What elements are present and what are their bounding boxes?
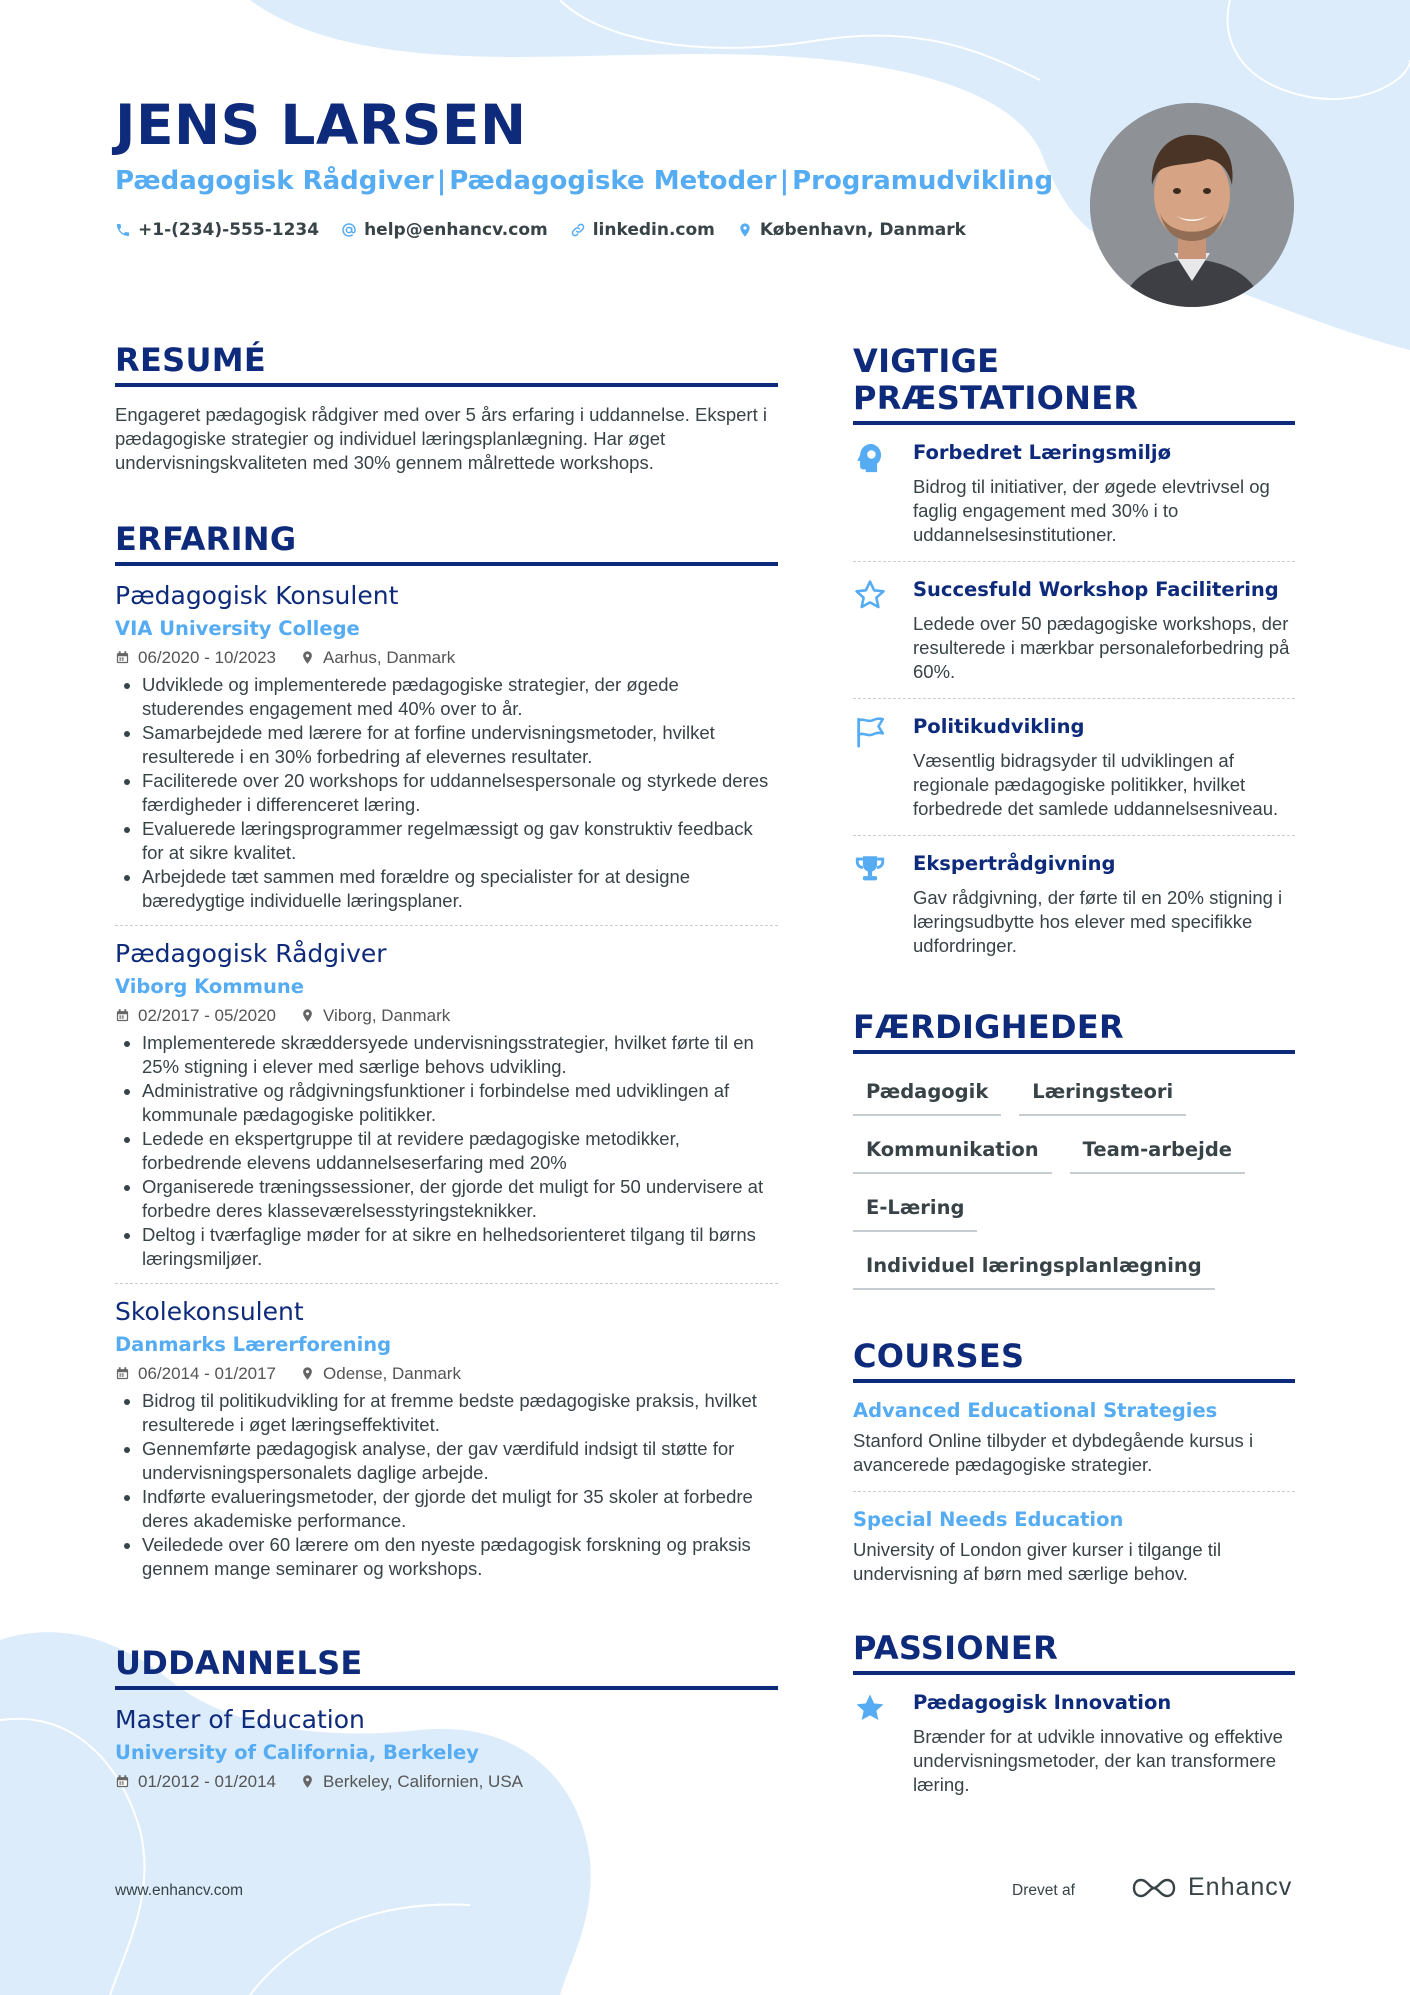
flag-icon [853, 715, 887, 749]
skill-tag: Team-arbejde [1070, 1130, 1245, 1174]
phone-icon [115, 222, 131, 238]
job-bullet: • Veiledede over 60 lærere om den nyeste pædagogisk forskning og praksis gennem mange seminarer og workshops. [142, 1533, 778, 1581]
education-meta [115, 1771, 778, 1793]
school-name: University of California, Berkeley [115, 1740, 479, 1764]
job-bullet: • Deltog i tværfaglige møder for at sikre en helhedsorienteret tilgang til børns læringsmiljøer. [142, 1223, 778, 1271]
enhancv-logo-icon [1130, 1875, 1178, 1901]
education-heading: UDDANNELSE [115, 1645, 778, 1690]
job-bullet: • Gennemførte pædagogisk analyse, der gav værdifuld indsigt til støtte for undervisningspersonalets daglige arbejde. [142, 1437, 778, 1485]
job-location: Aarhus, Danmark [323, 647, 456, 667]
profile-photo [1090, 103, 1294, 307]
skill-tag: Pædagogik [853, 1072, 1001, 1116]
job-dates: 06/2014 - 01/2017 [138, 1363, 277, 1383]
degree-title: Master of Education [115, 1704, 365, 1734]
job-bullets [115, 1031, 778, 1271]
star-filled-icon [853, 1691, 887, 1725]
job-bullet: • Implementerede skræddersyede undervisningsstrategier, hvilket førte til en 25% stigning i elever med særlige behovs udvikling. [142, 1031, 778, 1079]
job-meta [115, 1363, 778, 1385]
calendar-icon [115, 1366, 130, 1381]
linkedin-text: linkedin.com [592, 220, 715, 240]
job-bullet: • Organiserede træningssessioner, der gjorde det muligt for 50 undervisere at forbedre deres klasseværelsesstyringsteknikker. [142, 1175, 778, 1223]
passion-item [853, 1675, 1295, 1811]
course-title: Special Needs Education [853, 1507, 1124, 1531]
achievements-section [853, 343, 1295, 972]
job-entry [115, 1283, 778, 1581]
skill-tag: Kommunikation [853, 1130, 1052, 1174]
achievement-desc: Ledede over 50 pædagogiske workshops, der resulterede i mærkbar personaleforbedring på 60%. [913, 612, 1290, 682]
achievements-heading: VIGTIGE PRÆSTATIONER [853, 343, 1295, 425]
achievement-item [853, 562, 1295, 699]
candidate-name: JENS LARSEN [115, 93, 527, 157]
course-title: Advanced Educational Strategies [853, 1398, 1218, 1422]
portrait-illustration [1090, 103, 1294, 307]
summary-text: Engageret pædagogisk rådgiver med over 5 års erfaring i uddannelse. Ekspert i pædagogiske strategier og individuel læringsplanlægning. Har øget undervisningskvaliteten med 30% gennem målrettede workshops. [115, 403, 767, 473]
job-title: Pædagogisk Konsulent [115, 580, 399, 610]
achievement-desc: Bidrog til initiativer, der øgede elevtrivsel og faglig engagement med 30% i to uddannelsesinstitutioner. [913, 475, 1270, 545]
headline: Pædagogisk Rådgiver | Pædagogiske Metoder | Programudvikling [115, 166, 1054, 196]
job-company: VIA University College [115, 616, 360, 640]
courses-section [853, 1338, 1295, 1600]
location-text: København, Danmark [759, 220, 966, 240]
enhancv-logo[interactable] [1130, 1873, 1292, 1902]
location-pin-icon [300, 650, 315, 665]
passion-title: Pædagogisk Innovation [913, 1690, 1172, 1714]
experience-section [115, 521, 778, 1581]
contact-location [737, 220, 966, 240]
job-entry [115, 580, 778, 913]
location-pin-icon [300, 1366, 315, 1381]
passions-section [853, 1630, 1295, 1811]
experience-heading: ERFARING [115, 521, 778, 566]
link-icon [570, 222, 586, 238]
summary-heading: RESUMÉ [115, 342, 778, 387]
job-dates: 02/2017 - 05/2020 [138, 1005, 277, 1025]
headline-role: Pædagogisk Rådgiver [115, 166, 434, 196]
job-location: Odense, Danmark [323, 1363, 461, 1383]
calendar-icon [115, 1774, 130, 1789]
achievement-title: Politikudvikling [913, 714, 1085, 738]
job-company: Danmarks Lærerforening [115, 1332, 392, 1356]
skill-tag: E-Læring [853, 1188, 977, 1232]
courses-heading: COURSES [853, 1338, 1295, 1383]
job-bullet: • Udviklede og implementerede pædagogiske strategier, der øgede studerendes engagement med 40% over to år. [142, 673, 778, 721]
course-desc: Stanford Online tilbyder et dybdegående kursus i avancerede pædagogiske strategier. [853, 1429, 1254, 1475]
achievement-title: Ekspertrådgivning [913, 851, 1116, 875]
phone-text: +1-(234)-555-1234 [138, 220, 320, 240]
job-dates: 06/2020 - 10/2023 [138, 647, 277, 667]
headline-methods: Pædagogiske Metoder [449, 166, 777, 196]
education-section [115, 1645, 778, 1793]
calendar-icon [115, 650, 130, 665]
achievement-item [853, 836, 1295, 972]
job-meta [115, 647, 778, 669]
star-outline-icon [853, 578, 887, 612]
achievement-title: Forbedret Læringsmiljø [913, 440, 1172, 464]
course-item [853, 1492, 1295, 1600]
email-text: help@enhancv.com [364, 220, 548, 240]
calendar-icon [115, 1008, 130, 1023]
contact-linkedin[interactable] [570, 220, 715, 240]
education-location: Berkeley, Californien, USA [323, 1771, 524, 1791]
location-pin-icon [737, 222, 753, 238]
summary-section [115, 342, 778, 475]
job-meta [115, 1005, 778, 1027]
achievement-item [853, 699, 1295, 836]
achievement-desc: Væsentlig bidragsyder til udviklingen af regionale pædagogiske politikker, hvilket forbedrede det samlede uddannelsesniveau. [913, 749, 1279, 819]
job-bullet: • Evaluerede læringsprogrammer regelmæssigt og gav konstruktiv feedback for at sikre kvalitet. [142, 817, 778, 865]
passions-heading: PASSIONER [853, 1630, 1295, 1675]
job-bullet: • Indførte evalueringsmetoder, der gjorde det muligt for 35 skoler at forbedre deres akademiske performance. [142, 1485, 778, 1533]
skills-heading: FÆRDIGHEDER [853, 1009, 1295, 1054]
achievement-title: Succesfuld Workshop Facilitering [913, 577, 1279, 601]
job-title: Skolekonsulent [115, 1296, 304, 1326]
job-entry [115, 925, 778, 1271]
job-company: Viborg Kommune [115, 974, 304, 998]
contact-email[interactable] [341, 220, 548, 240]
job-bullet: • Faciliterede over 20 workshops for uddannelsespersonale og styrkede deres færdigheder i differenceret læring. [142, 769, 778, 817]
course-desc: University of London giver kurser i tilgange til undervisning af børn med særlige behov. [853, 1538, 1222, 1584]
head-icon [853, 441, 887, 475]
job-bullets [115, 1389, 778, 1581]
course-item [853, 1383, 1295, 1492]
education-entry [115, 1704, 778, 1793]
passion-desc: Brænder for at udvikle innovative og effektive undervisningsmetoder, der kan transformere læring. [913, 1725, 1283, 1795]
location-pin-icon [300, 1008, 315, 1023]
job-bullet: • Samarbejdede med lærere for at forfine undervisningsmetoder, hvilket resulterede i en 30% forbedring af elevernes resultater. [142, 721, 778, 769]
job-bullet: • Arbejdede tæt sammen med forældre og specialister for at designe bæredygtige individuelle læringsplaner. [142, 865, 778, 913]
skill-tag: Læringsteori [1019, 1072, 1186, 1116]
skills-section [853, 1009, 1295, 1304]
contact-phone[interactable] [115, 220, 319, 240]
skill-tag: Individuel læringsplanlægning [853, 1246, 1215, 1290]
job-bullet: • Bidrog til politikudvikling for at fremme bedste pædagogiske praksis, hvilket resulterede i øget læringseffektivitet. [142, 1389, 778, 1437]
job-bullet: • Administrative og rådgivningsfunktioner i forbindelse med udviklingen af kommunale pædagogiske politikker. [142, 1079, 778, 1127]
achievement-item [853, 425, 1295, 562]
footer-url[interactable]: www.enhancv.com [115, 1882, 244, 1899]
at-icon [341, 222, 357, 238]
footer-powered-by: Drevet af [1012, 1882, 1075, 1899]
location-pin-icon [300, 1774, 315, 1789]
job-location: Viborg, Danmark [323, 1005, 451, 1025]
job-title: Pædagogisk Rådgiver [115, 938, 387, 968]
skills-list [853, 1072, 1295, 1304]
job-bullets [115, 673, 778, 913]
trophy-icon [853, 852, 887, 886]
education-dates: 01/2012 - 01/2014 [138, 1771, 277, 1791]
contact-bar [115, 220, 988, 240]
brand-name: Enhancv [1188, 1873, 1293, 1901]
job-bullet: • Ledede en ekspertgruppe til at revidere pædagogiske metodikker, forbedrende elevens uddannelseserfaring med 20% [142, 1127, 778, 1175]
achievement-desc: Gav rådgivning, der førte til en 20% stigning i læringsudbytte hos elever med specifikke udfordringer. [913, 886, 1283, 956]
headline-program: Programudvikling [792, 166, 1054, 196]
